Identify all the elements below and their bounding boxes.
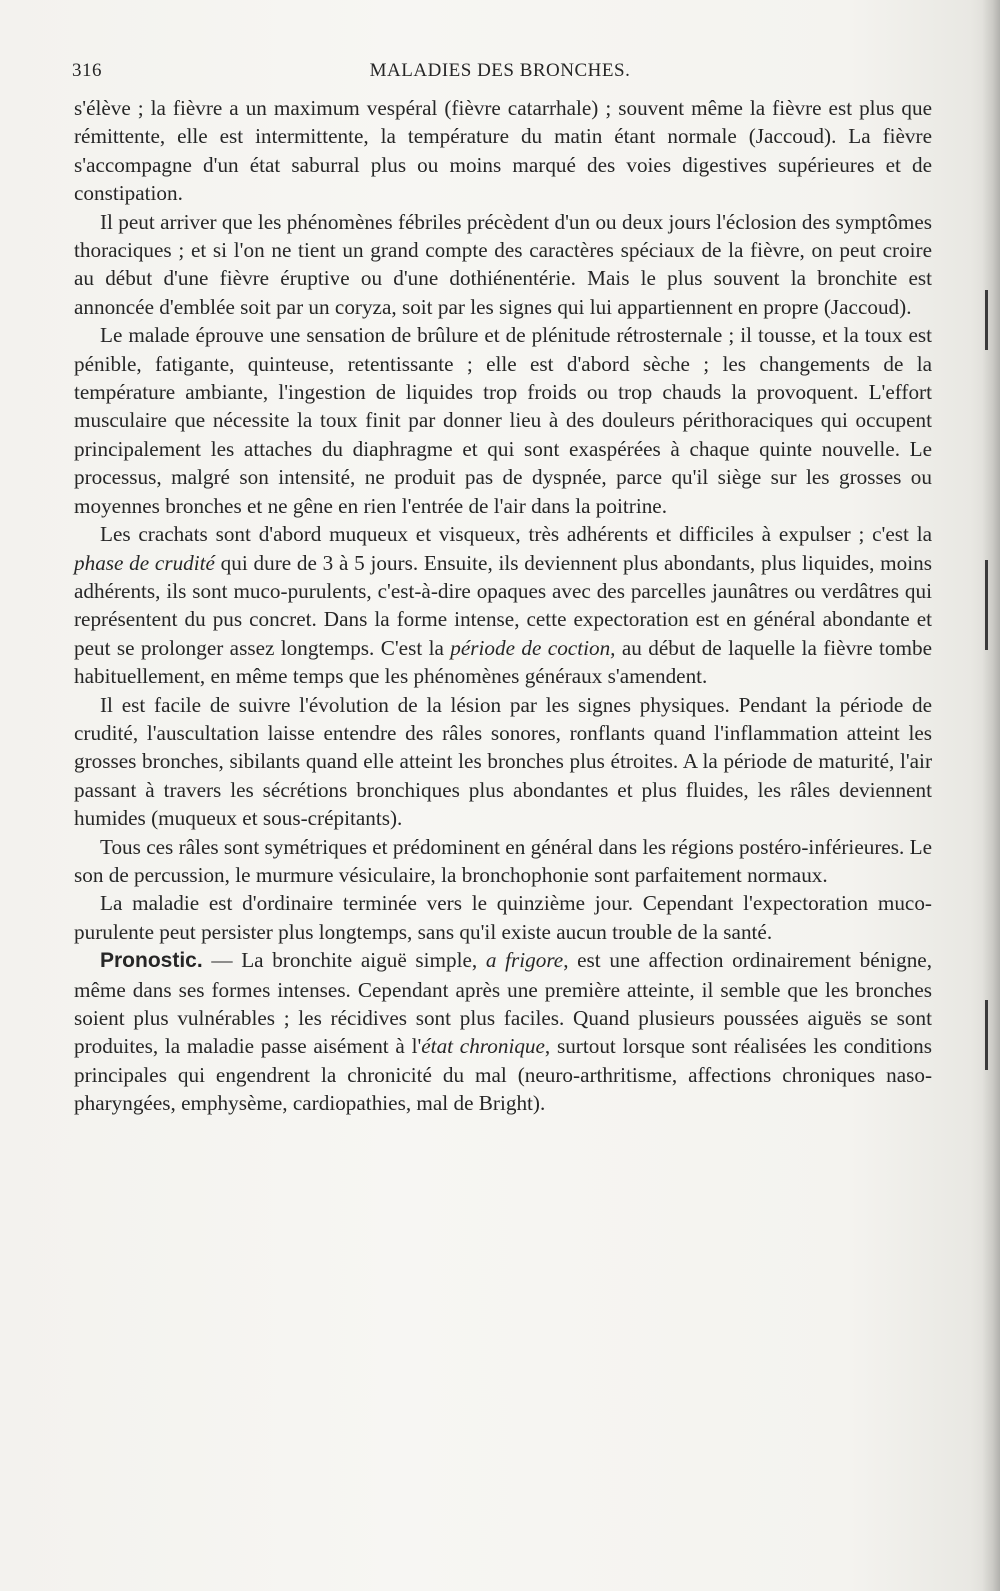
- page-edge-mark: [985, 1000, 988, 1070]
- paragraph-continued: s'élève ; la fièvre a un maximum vespéral (fièvre catarrhale) ; souvent même la fièvre est plus que rémittente, elle est intermittente, la température du matin étant normale (Jaccoud). La fièvre s'accompagne d'un état saburral plus ou moins marqué des voies digestives supérieures et de constipation.: [74, 96, 932, 206]
- page-header: [72, 56, 928, 86]
- italic-term: période de coction,: [450, 635, 616, 660]
- text-run: — La bronchite aiguë simple,: [202, 948, 486, 973]
- paragraph-fever-onset: Il peut arriver que les phénomènes fébriles précèdent d'un ou deux jours l'éclosion des symptômes thoraciques ; et si l'on ne tient un grand compte des caractères spéciaux de la fièvre, on peut croire au début d'une fièvre éruptive ou d'une dothiénentérie. Mais le plus souvent la bronchite est annoncée d'emblée soit par un coryza, soit par les signes qui lui appartiennent en propre (Jaccoud).: [74, 209, 932, 319]
- running-title: MALADIES DES BRONCHES.: [369, 60, 631, 81]
- paragraph-symptoms: Le malade éprouve une sensation de brûlure et de plénitude rétrosternale ; il tousse, et la toux est pénible, fatigante, quinteuse, retentissante ; elle est d'abord sèche ; les changements de la température ambiante, l'ingestion de liquides trop froids ou trop chauds la provoquent. L'effort musculaire que nécessite la toux finit par donner lieu à des douleurs périthoraciques qui occupent principalement les attaches du diaphragme et qui sont exaspérées à chaque quinte nouvelle. Le processus, malgré son intensité, ne produit pas de dyspnée, parce qu'il siège sur les grosses ou moyennes bronches et ne gêne en rien l'entrée de l'air dans la poitrine.: [74, 323, 932, 518]
- italic-term: état chronique: [421, 1034, 545, 1059]
- text-run: , est une affection ordinairement bénigne, même dans ses formes intenses. Cependant après une première atteinte, il semble que les bronches soient plus vulnérables ; les récidives sont plus faciles. Quand plusieurs poussées aiguës se sont produites, la maladie passe aisément à l': [74, 948, 932, 1059]
- paragraph-prognosis: [74, 946, 932, 1117]
- text-run: au début de laquelle la fièvre tombe habituellement, en même temps que les phénomènes généraux s'amendent.: [74, 635, 932, 689]
- paragraph-physical-signs: Il est facile de suivre l'évolution de la lésion par les signes physiques. Pendant la période de crudité, l'auscultation laisse entendre des râles sonores, ronflants quand l'inflammation atteint les grosses bronches, sibilants quand elle atteint les bronches plus étroites. A la période de maturité, l'air passant à travers les sécrétions bronchiques plus abondantes et plus fluides, les râles deviennent humides (muqueux et sous-crépitants).: [74, 692, 932, 831]
- text-run: , surtout lorsque sont réalisées les conditions principales qui engendrent la chronicité du mal (neuro-arthritisme, affections chroniques naso-pharyngées, emphysème, cardiopathies, mal de Bright).: [74, 1034, 932, 1116]
- page-edge-mark: [985, 560, 988, 650]
- paragraph-sputum: [74, 520, 932, 690]
- page-number: 316: [72, 60, 102, 81]
- italic-term: a frigore: [485, 948, 564, 973]
- section-heading-pronostic: Pronostic.: [100, 949, 203, 973]
- text-run: qui dure de 3 à 5 jours. Ensuite, ils deviennent plus abondants, plus liquides, moins adhérents, ils sont muco-purulents, c'est-à-dire opaques avec des parcelles jaunâtres ou verdâtres qui représentent du pus concret. Dans la forme intense, cette expectoration est en général abondante et peut se prolonger assez longtemps. C'est la: [74, 550, 932, 660]
- italic-term: phase de crudité: [74, 550, 215, 575]
- paragraph-rales: Tous ces râles sont symétriques et prédominent en général dans les régions postéro-inférieures. Le son de percussion, le murmure vésiculaire, la bronchophonie sont parfaitement normaux.: [74, 834, 932, 887]
- text-run: Les crachats sont d'abord muqueux et visqueux, très adhérents et difficiles à expulser ; c'est la: [100, 522, 932, 547]
- page-edge-mark: [985, 290, 988, 350]
- page-edge-shadow: [982, 0, 1000, 1591]
- paragraph-duration: La maladie est d'ordinaire terminée vers le quinzième jour. Cependant l'expectoration muco-purulente peut persister plus longtemps, sans qu'il existe aucun trouble de la santé.: [74, 891, 932, 944]
- page-body: [74, 94, 932, 1118]
